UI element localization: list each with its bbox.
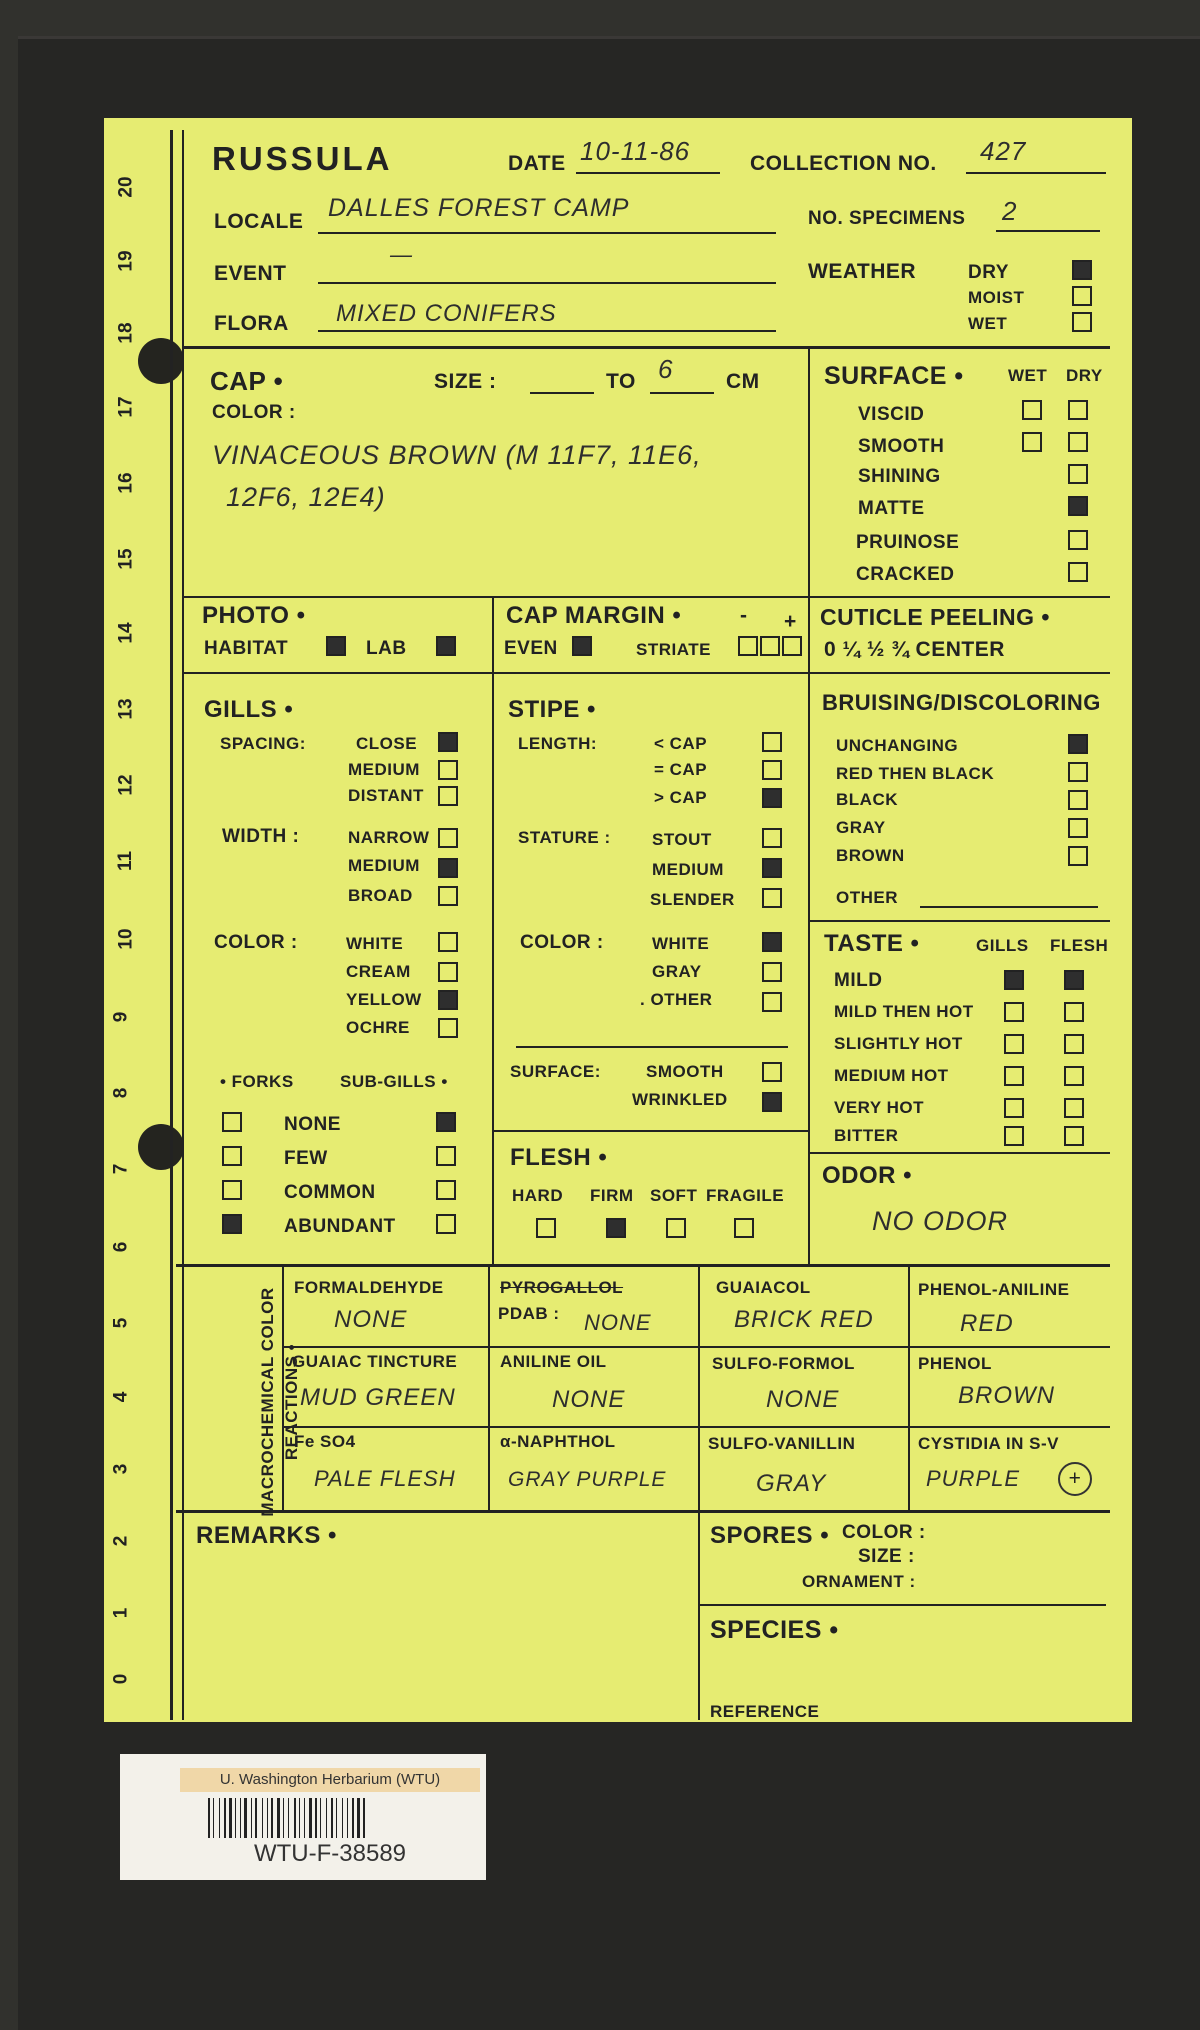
ruler-tick: 0 [110,1673,132,1685]
bruising-brown-label: BROWN [836,846,905,865]
forks-none-checkbox[interactable] [222,1112,242,1132]
surface-viscid-dry-checkbox[interactable] [1068,400,1088,420]
phenol-value: BROWN [958,1382,1055,1409]
gills-yellow-checkbox[interactable] [438,990,458,1010]
pdab-value: NONE [584,1310,652,1335]
stipe-smooth-label: SMOOTH [646,1062,724,1081]
gills-forks-label: • FORKS [220,1072,294,1091]
surface-wet-header: WET [1008,366,1048,385]
stipe-lt-cap-label: < CAP [654,734,708,753]
bruising-black-label: BLACK [836,790,898,809]
stipe-other-label: . OTHER [640,990,713,1009]
cap-size-to-value: 6 [658,354,674,384]
flesh-hard-label: HARD [512,1186,564,1205]
margin-striate-checkbox-1[interactable] [738,636,758,656]
gills-few-label: FEW [284,1148,328,1169]
divider [808,1152,1110,1154]
cap-color-label: COLOR : [212,402,296,423]
ruler-tick: 5 [110,1317,132,1329]
gills-cream-checkbox[interactable] [438,962,458,982]
cap-margin-label: CAP MARGIN • [506,602,682,629]
phenol-aniline-value: RED [960,1310,1014,1337]
stipe-medium-label: MEDIUM [652,860,724,879]
stipe-medium-checkbox[interactable] [762,858,782,878]
ruler-tick: 17 [115,396,137,418]
ruler-tick: 11 [115,850,137,872]
locale-label: LOCALE [214,210,304,233]
cuticle-options: 0 ¼ ½ ¾ CENTER [824,638,1005,661]
taste-mild-hot-gills-checkbox[interactable] [1004,1002,1024,1022]
ruler-tick: 8 [110,1087,132,1099]
naphthol-label: α-NAPHTHOL [500,1432,616,1451]
flesh-soft-checkbox[interactable] [666,1218,686,1238]
taste-very-label: VERY HOT [834,1098,924,1117]
left-border-line [182,130,184,1720]
weather-moist-label: MOIST [968,288,1025,307]
cap-margin-plus: + [784,610,797,633]
spores-label: SPORES • [710,1522,830,1549]
cystidia-positive-mark: + [1058,1462,1092,1496]
stipe-white-checkbox[interactable] [762,932,782,952]
flesh-hard-checkbox[interactable] [536,1218,556,1238]
ruler-tick: 12 [115,774,137,796]
stipe-wrinkled-checkbox[interactable] [762,1092,782,1112]
weather-dry-label: DRY [968,262,1009,283]
stipe-stature-label: STATURE : [518,828,611,847]
surface-label: SURFACE • [824,362,964,390]
divider [282,1426,1110,1428]
divider [176,1264,1110,1267]
surface-viscid-label: VISCID [858,404,925,425]
surface-shining-label: SHINING [858,466,941,487]
specimens-underline [996,230,1100,232]
taste-slightly-flesh-checkbox[interactable] [1064,1034,1084,1054]
bruising-label: BRUISING/DISCOLORING [822,690,1101,715]
macrochemical-side-label: MACROCHEMICAL COLOR REACTIONS • [258,1287,301,1517]
stipe-eq-cap-label: = CAP [654,760,708,779]
gills-medium-label: MEDIUM [348,760,420,779]
herbarium-barcode-label [120,1754,486,1880]
sulfo-vanillin-label: SULFO-VANILLIN [708,1434,856,1453]
ruler-tick: 14 [115,622,137,644]
surface-smooth-wet-checkbox[interactable] [1022,432,1042,452]
ruler-tick: 2 [110,1535,132,1547]
locale-value: DALLES FOREST CAMP [328,194,630,222]
species-label: SPECIES • [710,1616,839,1644]
photo-label: PHOTO • [202,602,306,629]
subgills-few-checkbox[interactable] [436,1146,456,1166]
flesh-soft-label: SOFT [650,1186,698,1205]
gills-ochre-label: OCHRE [346,1018,410,1037]
cystidia-value: PURPLE [926,1466,1021,1491]
weather-dry-checkbox[interactable] [1072,260,1092,280]
gills-label: GILLS • [204,696,294,723]
surface-pruinose-label: PRUINOSE [856,532,960,553]
stipe-color-label: COLOR : [520,932,604,953]
taste-bitter-label: BITTER [834,1126,899,1145]
divider [182,596,808,598]
punch-hole [138,338,184,384]
gills-width-label: WIDTH : [222,826,300,847]
divider [808,920,1110,922]
naphthol-value: GRAY PURPLE [508,1468,667,1491]
aniline-oil-label: ANILINE OIL [500,1352,607,1371]
guaiacol-value: BRICK RED [734,1306,874,1333]
gills-subgills-label: SUB-GILLS • [340,1072,448,1091]
ruler-tick: 9 [110,1011,132,1023]
cap-color-value: VINACEOUS BROWN (M 11F7, 11E6, [212,440,702,470]
taste-medium-gills-checkbox[interactable] [1004,1066,1024,1086]
subgills-none-checkbox[interactable] [436,1112,456,1132]
surface-viscid-wet-checkbox[interactable] [1022,400,1042,420]
ruler-tick: 4 [110,1391,132,1403]
pdab-label: PDAB : [498,1304,560,1323]
cystidia-label: CYSTIDIA IN S-V [918,1434,1059,1453]
stipe-other-checkbox[interactable] [762,992,782,1012]
spores-ornament-label: ORNAMENT : [802,1572,916,1591]
bruising-black-checkbox[interactable] [1068,790,1088,810]
specimens-value: 2 [1002,196,1018,226]
stipe-gray-checkbox[interactable] [762,962,782,982]
divider [698,1604,1106,1606]
margin-striate-checkbox-3[interactable] [782,636,802,656]
weather-wet-label: WET [968,314,1008,333]
taste-mild-hot-flesh-checkbox[interactable] [1064,1002,1084,1022]
gills-width-medium-label: MEDIUM [348,856,420,875]
surface-pruinose-checkbox[interactable] [1068,530,1088,550]
remarks-label: REMARKS • [196,1522,337,1549]
gills-broad-label: BROAD [348,886,413,905]
bruising-red-black-label: RED THEN BLACK [836,764,995,783]
formaldehyde-value: NONE [334,1306,408,1333]
flesh-fragile-label: FRAGILE [706,1186,785,1205]
ruler-tick: 19 [115,250,137,272]
taste-slightly-gills-checkbox[interactable] [1004,1034,1024,1054]
margin-even-label: EVEN [504,638,558,659]
stipe-eq-cap-checkbox[interactable] [762,760,782,780]
gills-abundant-label: ABUNDANT [284,1216,396,1237]
forks-common-checkbox[interactable] [222,1180,242,1200]
flesh-firm-label: FIRM [590,1186,634,1205]
gills-width-medium-checkbox[interactable] [438,858,458,878]
divider [808,596,1110,598]
spores-color-label: COLOR : [842,1522,926,1543]
pyrogallol-label: PYROGALLOL [500,1278,624,1297]
collection-underline [966,172,1106,174]
ruler-tick: 7 [110,1163,132,1175]
cap-color-value-2: 12F6, 12E4) [226,482,386,512]
bruising-gray-checkbox[interactable] [1068,818,1088,838]
divider [698,1264,700,1720]
divider [908,1264,910,1510]
stipe-stout-checkbox[interactable] [762,828,782,848]
flesh-fragile-checkbox[interactable] [734,1218,754,1238]
ruler-tick: 15 [115,548,137,570]
event-label: EVENT [214,262,287,285]
taste-very-flesh-checkbox[interactable] [1064,1098,1084,1118]
taste-medium-flesh-checkbox[interactable] [1064,1066,1084,1086]
ruler-tick: 13 [115,698,137,720]
divider [282,1346,1110,1348]
guaiac-tincture-label: GUAIAC TINCTURE [292,1352,458,1371]
gills-ochre-checkbox[interactable] [438,1018,458,1038]
ruler-tick: 18 [115,322,137,344]
weather-moist-checkbox[interactable] [1072,286,1092,306]
gills-white-label: WHITE [346,934,404,953]
divider [488,1264,490,1510]
feso4-label: Fe SO4 [294,1432,356,1451]
margin-striate-label: STRIATE [636,640,711,659]
taste-mild-flesh-checkbox[interactable] [1064,970,1084,990]
surface-dry-header: DRY [1066,366,1103,385]
gills-close-label: CLOSE [356,734,418,753]
taste-bitter-gills-checkbox[interactable] [1004,1126,1024,1146]
divider [516,1046,788,1048]
guaiac-tincture-value: MUD GREEN [300,1384,456,1411]
gills-white-checkbox[interactable] [438,932,458,952]
divider [808,346,810,1264]
left-border-line [170,130,173,1720]
guaiacol-label: GUAIACOL [716,1278,811,1297]
flora-label: FLORA [214,312,289,335]
gills-close-checkbox[interactable] [438,732,458,752]
stipe-gt-cap-label: > CAP [654,788,708,807]
form-title: RUSSULA [212,140,393,177]
taste-slightly-label: SLIGHTLY HOT [834,1034,963,1053]
surface-shining-checkbox[interactable] [1068,464,1088,484]
sulfo-formol-label: SULFO-FORMOL [712,1354,855,1373]
stipe-surface-label: SURFACE: [510,1062,601,1081]
divider [182,672,1110,674]
cap-size-label: SIZE : [434,370,497,393]
ruler-tick: 16 [115,472,137,494]
stipe-label: STIPE • [508,696,596,723]
surface-cracked-label: CRACKED [856,564,955,585]
taste-label: TASTE • [824,930,920,957]
weather-wet-checkbox[interactable] [1072,312,1092,332]
ruler-tick: 1 [110,1607,132,1619]
event-underline [318,282,776,284]
locale-underline [318,232,776,234]
cap-size-to-underline [650,392,714,394]
stipe-smooth-checkbox[interactable] [762,1062,782,1082]
gills-spacing-label: SPACING: [220,734,306,753]
phenol-aniline-label: PHENOL-ANILINE [918,1280,1070,1299]
stipe-lt-cap-checkbox[interactable] [762,732,782,752]
bruising-other-underline [920,906,1098,908]
cap-to-label: TO [606,370,636,393]
surface-matte-checkbox[interactable] [1068,496,1088,516]
gills-narrow-label: NARROW [348,828,430,847]
photo-habitat-label: HABITAT [204,638,289,659]
bruising-gray-label: GRAY [836,818,886,837]
divider [492,1130,808,1132]
gills-none-label: NONE [284,1114,341,1135]
herbarium-name: U. Washington Herbarium (WTU) [180,1768,480,1792]
odor-label: ODOR • [822,1162,913,1189]
event-value: — [390,242,413,267]
bruising-red-black-checkbox[interactable] [1068,762,1088,782]
flora-value: MIXED CONIFERS [336,300,557,327]
ruler-tick: 10 [115,928,137,950]
date-value: 10-11-86 [580,136,691,166]
ruler-tick: 20 [115,176,137,198]
cap-size-from-underline [530,392,594,394]
margin-striate-checkbox-2[interactable] [760,636,780,656]
cap-margin-minus: - [740,604,748,627]
taste-mild-label: MILD [834,970,883,991]
surface-cracked-checkbox[interactable] [1068,562,1088,582]
subgills-abundant-checkbox[interactable] [436,1214,456,1234]
divider [176,1510,1110,1513]
bruising-unchanging-checkbox[interactable] [1068,734,1088,754]
surface-smooth-dry-checkbox[interactable] [1068,432,1088,452]
bruising-brown-checkbox[interactable] [1068,846,1088,866]
gills-distant-checkbox[interactable] [438,786,458,806]
phenol-label: PHENOL [918,1354,992,1373]
flesh-firm-checkbox[interactable] [606,1218,626,1238]
barcode-icon [206,1798,454,1838]
bruising-other-label: OTHER [836,888,898,907]
stipe-wrinkled-label: WRINKLED [632,1090,728,1109]
odor-value: NO ODOR [872,1206,1009,1236]
divider [492,596,494,1264]
stipe-slender-checkbox[interactable] [762,888,782,908]
photo-habitat-checkbox[interactable] [326,636,346,656]
date-underline [576,172,720,174]
ruler [112,150,156,1710]
margin-even-checkbox[interactable] [572,636,592,656]
spores-size-label: SIZE : [858,1546,915,1567]
cuticle-label: CUTICLE PEELING • [820,604,1050,630]
taste-gills-header: GILLS [976,936,1029,955]
taste-mild-gills-checkbox[interactable] [1004,970,1024,990]
date-label: DATE [508,152,566,175]
stipe-white-label: WHITE [652,934,710,953]
photo-lab-checkbox[interactable] [436,636,456,656]
gills-narrow-checkbox[interactable] [438,828,458,848]
subgills-common-checkbox[interactable] [436,1180,456,1200]
flesh-label: FLESH • [510,1144,608,1171]
stipe-length-label: LENGTH: [518,734,598,753]
formaldehyde-label: FORMALDEHYDE [294,1278,444,1297]
stipe-gt-cap-checkbox[interactable] [762,788,782,808]
cap-cm-label: CM [726,370,760,393]
taste-medium-label: MEDIUM HOT [834,1066,949,1085]
bruising-unchanging-label: UNCHANGING [836,736,959,755]
sulfo-formol-value: NONE [766,1386,840,1413]
cap-label: CAP • [210,366,284,396]
stipe-gray-label: GRAY [652,962,702,981]
gills-yellow-label: YELLOW [346,990,422,1009]
punch-hole [138,1124,184,1170]
gills-medium-checkbox[interactable] [438,760,458,780]
aniline-oil-value: NONE [552,1386,626,1413]
taste-mild-hot-label: MILD THEN HOT [834,1002,974,1021]
gills-color-label: COLOR : [214,932,298,953]
taste-bitter-flesh-checkbox[interactable] [1064,1126,1084,1146]
herbarium-id: WTU-F-38589 [253,1840,407,1867]
ruler-tick: 3 [110,1463,132,1475]
ruler-tick: 6 [110,1241,132,1253]
surface-matte-label: MATTE [858,498,925,519]
collection-label: COLLECTION NO. [750,152,937,175]
feso4-value: PALE FLESH [314,1466,456,1491]
reference-label: REFERENCE [710,1702,820,1720]
surface-smooth-label: SMOOTH [858,436,945,457]
forks-abundant-checkbox[interactable] [222,1214,242,1234]
gills-common-label: COMMON [284,1182,376,1203]
stipe-slender-label: SLENDER [650,890,735,909]
gills-cream-label: CREAM [346,962,411,981]
photo-lab-label: LAB [366,638,407,659]
collection-value: 427 [980,136,1027,166]
sulfo-vanillin-value: GRAY [756,1470,827,1497]
specimens-label: NO. SPECIMENS [808,208,966,229]
flora-underline [318,330,776,332]
gills-broad-checkbox[interactable] [438,886,458,906]
divider [182,346,1110,349]
gills-distant-label: DISTANT [348,786,424,805]
taste-very-gills-checkbox[interactable] [1004,1098,1024,1118]
taste-flesh-header: FLESH [1050,936,1109,955]
forks-few-checkbox[interactable] [222,1146,242,1166]
stipe-stout-label: STOUT [652,830,712,849]
weather-label: WEATHER [808,260,917,283]
